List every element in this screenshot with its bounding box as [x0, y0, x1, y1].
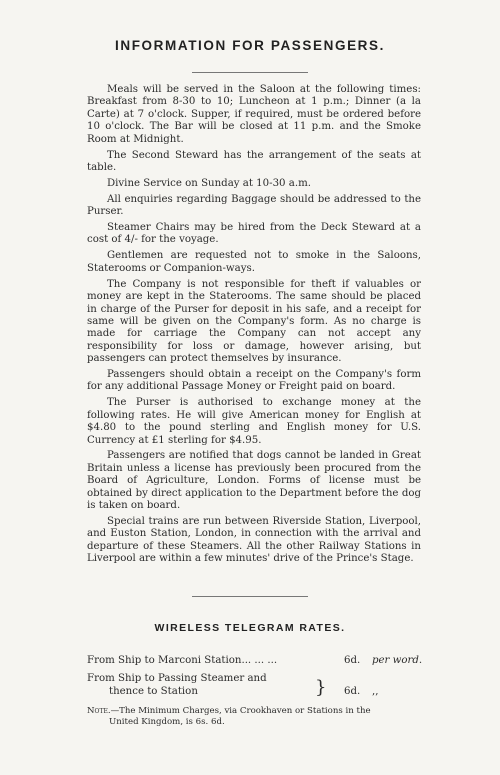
paragraph-dogs: Passengers are notified that dogs cannot be landed in Great Britain unless a license has previously been procured from the Board of Agriculture, London. Forms of license must be obtained by direct application to the Department before the dog is taken on board. [87, 450, 421, 512]
paragraph-receipts: Passengers should obtain a receipt on the Company's form for any additional Passage Money or Freight paid on board. [87, 369, 421, 393]
rate-label-continued: thence to Station [109, 686, 198, 697]
information-body [87, 84, 421, 569]
rate-label: From Ship to Marconi Station... ... ... [87, 655, 278, 666]
ditto-mark: ,, [372, 686, 379, 697]
brace-mark: } [315, 677, 327, 698]
section-divider [192, 596, 308, 597]
rate-label: From Ship to Passing Steamer and [87, 673, 267, 684]
paragraph-smoking: Gentlemen are requested not to smoke in the Saloons, Staterooms or Companion-ways. [87, 250, 421, 274]
wireless-rates-title: WIRELESS TELEGRAM RATES. [154, 622, 346, 634]
paragraph-second-steward: The Second Steward has the arrangement of the seats at table. [87, 149, 421, 173]
paragraph-divine-service: Divine Service on Sunday at 10-30 a.m. [107, 177, 311, 189]
rate-row-marconi [87, 655, 421, 669]
note-prefix: Note. [87, 706, 111, 716]
rate-unit: per word. [372, 655, 423, 666]
rate-row-passing-steamer [87, 673, 421, 701]
title-divider [192, 72, 308, 73]
paragraph-meals: Meals will be served in the Saloon at the following times: Breakfast from 8-30 to 10; Luncheon at 1 p.m.; Dinner (a la Carte) at 7 o'clock. Supper, if required, must be ordered before 10 o'clock. The Bar will be closed at 11 p.m. and the Smoke Room at Midnight. [87, 84, 421, 145]
note-text: —The Minimum Charges, via Crookhaven or Stations in the [110, 706, 371, 716]
note-text-line2: United Kingdom, is 6s. 6d. [109, 717, 225, 727]
rate-price: 6d. [344, 655, 361, 666]
paragraph-baggage: All enquiries regarding Baggage should be addressed to the Purser. [87, 193, 421, 218]
paragraph-exchange: The Purser is authorised to exchange money at the following rates. He will give American money for English at $4.80 to the pound sterling and English money for U.S. Currency at £1 sterling for $4.95. [87, 397, 421, 446]
minimum-charges-note [87, 706, 425, 728]
rate-price: 6d. [344, 686, 361, 697]
wireless-rates-table [87, 655, 421, 701]
paragraph-steamer-chairs: Steamer Chairs may be hired from the Deck Steward at a cost of 4/- for the voyage. [87, 222, 421, 246]
paragraph-special-trains: Special trains are run between Riverside Station, Liverpool, and Euston Station, London, in connection with the arrival and departure of these Steamers. All the other Railway Stations in Liverpool are within a few minutes' drive of the Prince's Stage. [87, 516, 421, 565]
paragraph-valuables: The Company is not responsible for theft if valuables or money are kept in the Staterooms. The same should be placed in charge of the Purser for deposit in his safe, and a receipt for same will be given on the Company's form. As no charge is made for carriage the Company can not accept any responsibility for loss or damage, however arising, but passengers can protect themselves by insurance. [87, 278, 421, 365]
page-title: INFORMATION FOR PASSENGERS. [115, 38, 385, 53]
